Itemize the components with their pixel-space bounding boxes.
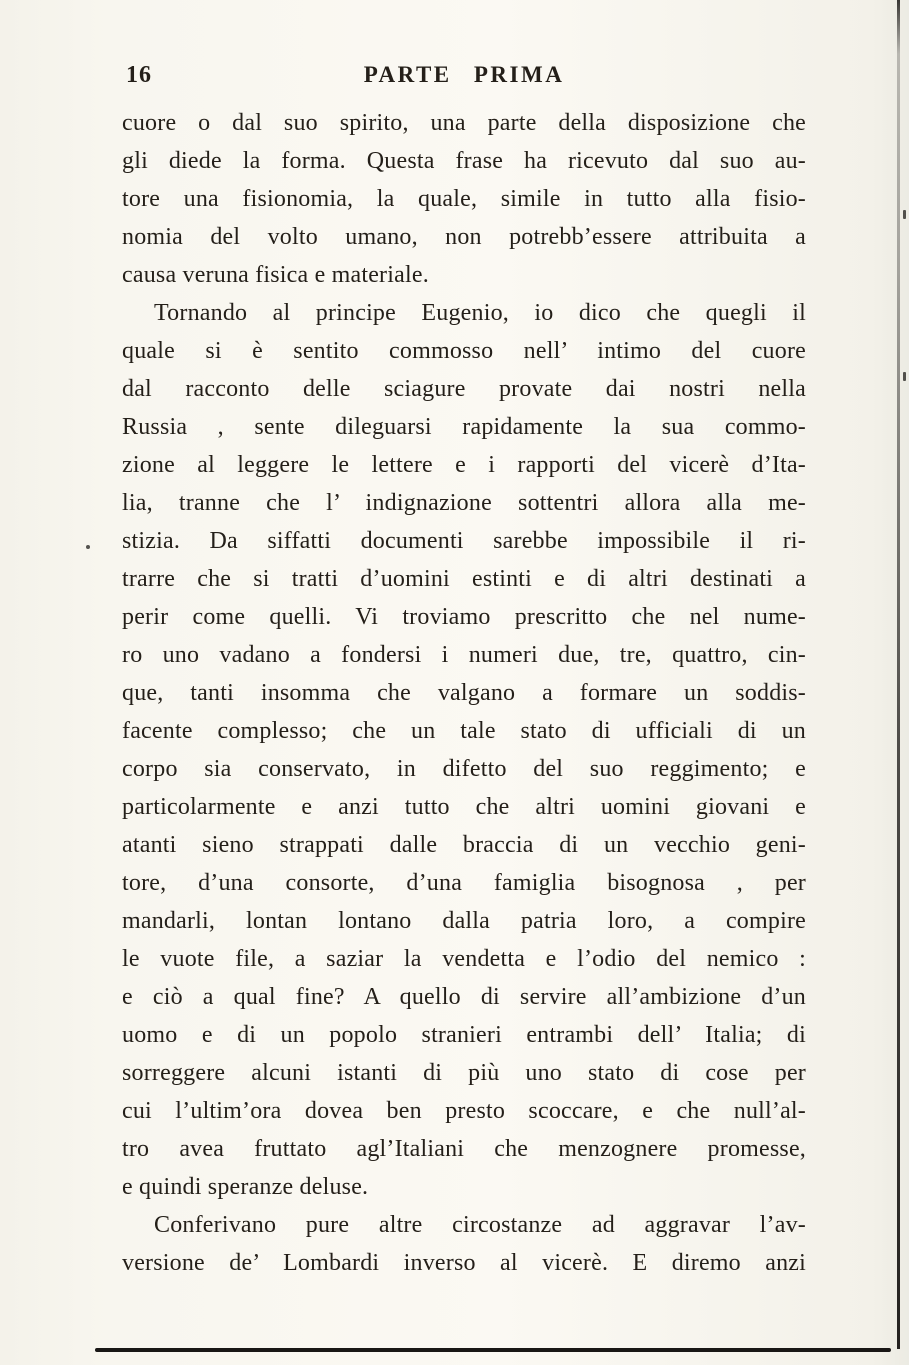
- text-line: e quindi speranze deluse.: [122, 1174, 369, 1200]
- text-line: mandarli, lontan lontano dalla patria loro, a compire: [122, 908, 806, 934]
- text-line: sorreggere alcuni istanti di più uno stato di cose per: [122, 1060, 806, 1086]
- text-line: particolarmente e anzi tutto che altri uomini giovani e: [122, 794, 806, 820]
- text-line: Russia , sente dileguarsi rapidamente la sua commo-: [122, 414, 806, 440]
- text-line: Tornando al principe Eugenio, io dico che quegli il: [154, 300, 806, 326]
- text-line: uomo e di un popolo stranieri entrambi dell’ Italia; di: [122, 1022, 806, 1048]
- page-body: [122, 104, 806, 1282]
- paragraph: [122, 294, 806, 1206]
- text-line: versione de’ Lombardi inverso al vicerè. E diremo anzi: [122, 1250, 806, 1276]
- text-line: le vuote file, a saziar la vendetta e l’odio del nemico :: [122, 946, 806, 972]
- text-line: gli diede la forma. Questa frase ha ricevuto dal suo au-: [122, 148, 806, 174]
- text-line: causa veruna fisica e materiale.: [122, 262, 429, 288]
- text-line: tore, d’una consorte, d’una famiglia bisognosa , per: [122, 870, 806, 896]
- scan-speck: [903, 372, 906, 381]
- text-line: e ciò a qual fine? A quello di servire all’ambizione d’un: [122, 984, 806, 1010]
- scan-speck: [903, 210, 906, 219]
- text-line: stizia. Da siffatti documenti sarebbe impossibile il ri-: [122, 528, 806, 554]
- text-line: cui l’ultim’ora dovea ben presto scoccare, e che null’al-: [122, 1098, 806, 1124]
- paragraph: [122, 1206, 806, 1282]
- text-line: corpo sia conservato, in difetto del suo reggimento; e: [122, 756, 806, 782]
- text-line: trarre che si tratti d’uomini estinti e di altri destinati a: [122, 566, 806, 592]
- text-line: tore una fisionomia, la quale, simile in tutto alla fisio-: [122, 186, 806, 212]
- scan-speck: [86, 545, 90, 549]
- text-line: quale si è sentito commosso nell’ intimo del cuore: [122, 338, 806, 364]
- text-line: atanti sieno strappati dalle braccia di un vecchio geni-: [122, 832, 806, 858]
- page-number: 16: [126, 62, 152, 88]
- text-line: cuore o dal suo spirito, una parte della disposizione che: [122, 110, 806, 136]
- text-line: ro uno vadano a fondersi i numeri due, tre, quattro, cin-: [122, 642, 806, 668]
- text-line: tro avea fruttato agl’Italiani che menzognere promesse,: [122, 1136, 806, 1162]
- text-line: dal racconto delle sciagure provate dai nostri nella: [122, 376, 806, 402]
- paragraph: [122, 104, 806, 294]
- running-title: PARTE PRIMA: [363, 62, 565, 87]
- text-line: que, tanti insomma che valgano a formare un soddis-: [122, 680, 806, 706]
- text-line: lia, tranne che l’ indignazione sottentri allora alla me-: [122, 490, 806, 516]
- scan-edge-right: [897, 0, 900, 1349]
- text-line: Conferivano pure altre circostanze ad aggravar l’av-: [154, 1212, 806, 1238]
- text-line: perir come quelli. Vi troviamo prescritto che nel nume-: [122, 604, 806, 630]
- page-header: [122, 60, 806, 94]
- text-line: zione al leggere le lettere e i rapporti del vicerè d’Ita-: [122, 452, 806, 478]
- text-line: facente complesso; che un tale stato di ufficiali di un: [122, 718, 806, 744]
- scan-edge-bottom: [95, 1348, 891, 1352]
- text-line: nomia del volto umano, non potrebb’essere attribuita a: [122, 224, 806, 250]
